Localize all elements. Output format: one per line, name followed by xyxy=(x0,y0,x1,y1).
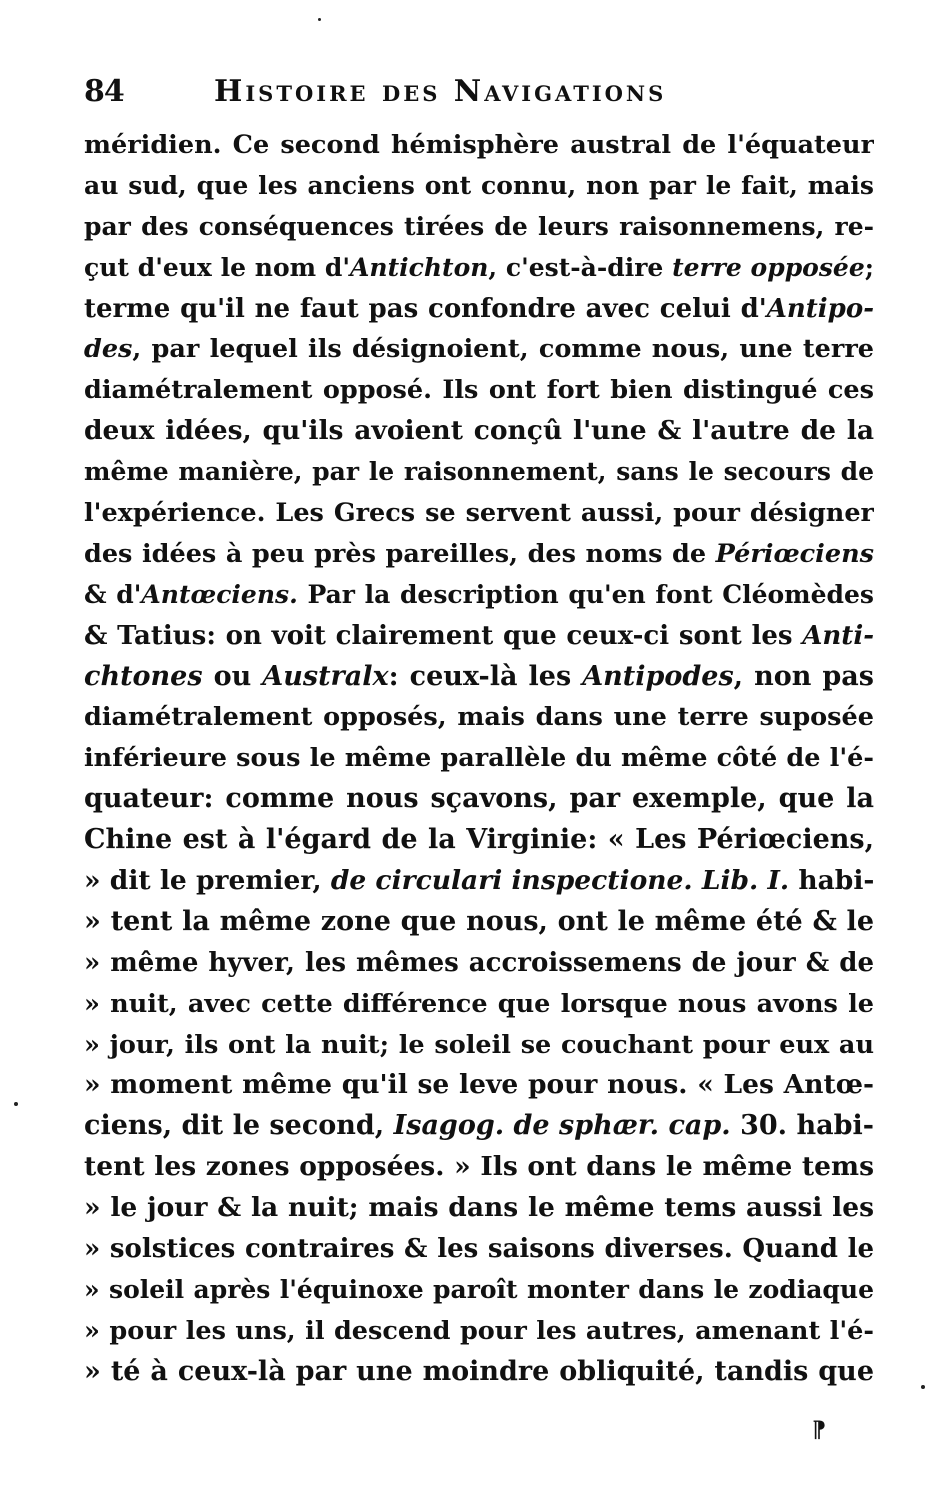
text-line xyxy=(84,1188,874,1229)
text-segment: » dit le premier, xyxy=(84,865,331,897)
text-segment: » moment même qu'il se leve pour nous. « Les Antœ- xyxy=(84,1069,874,1101)
italic-text-segment: Périœciens xyxy=(715,538,874,569)
text-segment: diamétralement opposé. Ils ont fort bien distingué ces xyxy=(84,375,874,406)
italic-text-segment: Isagog. de sphær. cap. xyxy=(393,1110,731,1142)
running-head: Histoire des Navigations xyxy=(214,74,667,109)
text-line xyxy=(84,534,874,575)
text-segment: l'expérience. Les Grecs se servent aussi, pour désigner xyxy=(84,498,874,529)
text-line xyxy=(84,943,874,984)
text-segment: deux idées, qu'ils avoient conçû l'une & l'autre de la xyxy=(84,415,874,447)
text-segment: » jour, ils ont la nuit; le soleil se couchant pour eux au xyxy=(84,1029,874,1060)
text-line xyxy=(84,207,874,248)
text-line xyxy=(84,1311,874,1352)
text-line xyxy=(84,697,874,738)
text-segment: » soleil après l'équinoxe paroît monter dans le zodiaque xyxy=(84,1274,874,1304)
text-segment: , c'est-à-dire xyxy=(488,252,673,282)
text-segment: » même hyver, les mêmes accroissemens de jour & de xyxy=(84,947,874,978)
text-segment: » solstices contraires & les saisons diverses. Quand le xyxy=(84,1234,874,1265)
text-line xyxy=(84,1352,874,1393)
italic-text-segment: terre opposée xyxy=(672,252,865,282)
signature-mark: ⁋ xyxy=(812,1417,826,1443)
text-line xyxy=(84,289,874,330)
italic-text-segment: Antœciens. xyxy=(141,579,298,609)
italic-text-segment: Anti- xyxy=(802,620,874,651)
text-segment: » pour les uns, il descend pour les autres, amenant l'é- xyxy=(84,1315,874,1346)
body-text xyxy=(84,125,874,1393)
text-line xyxy=(84,575,874,616)
text-line xyxy=(84,738,874,779)
text-line xyxy=(84,1270,874,1311)
text-line xyxy=(84,1229,874,1270)
text-line xyxy=(84,1065,874,1106)
text-segment: diamétralement opposés, mais dans une terre suposée xyxy=(84,702,874,733)
text-line xyxy=(84,329,874,370)
text-segment: : ceux-là les xyxy=(388,660,583,692)
text-segment: & d' xyxy=(84,579,142,609)
print-speck xyxy=(318,18,321,21)
text-segment: ; xyxy=(864,252,874,282)
text-segment: des idées à peu près pareilles, des noms de xyxy=(84,538,716,569)
text-line xyxy=(84,452,874,493)
text-segment: » nuit, avec cette différence que lorsque nous avons le xyxy=(84,988,874,1019)
text-segment: » tent la même zone que nous, ont le même été & le xyxy=(84,905,874,937)
text-line xyxy=(84,493,874,534)
italic-text-segment: Antipodes xyxy=(582,660,734,692)
text-segment: » le jour & la nuit; mais dans le même tems aussi les xyxy=(84,1192,874,1224)
text-segment: , non pas xyxy=(733,660,874,692)
text-segment: même manière, par le raisonnement, sans le secours de xyxy=(84,457,874,487)
text-segment: terme qu'il ne faut pas confondre avec celui d' xyxy=(84,293,767,324)
text-segment: , par lequel ils désignoient, comme nous, une terre xyxy=(132,334,874,365)
text-line xyxy=(84,166,874,207)
italic-text-segment: Antichton xyxy=(350,252,489,282)
text-line xyxy=(84,411,874,452)
text-segment: méridien. Ce second hémisphère austral de l'équateur xyxy=(84,130,874,160)
text-segment: inférieure sous le même parallèle du même côté de l'é- xyxy=(84,743,874,774)
page-number: 84 xyxy=(84,74,124,109)
text-segment: ciens, dit le second, xyxy=(84,1110,394,1142)
italic-text-segment: des xyxy=(84,334,133,365)
text-line xyxy=(84,1025,874,1066)
text-line xyxy=(84,820,874,861)
text-line xyxy=(84,1147,874,1188)
text-segment: ou xyxy=(202,660,263,692)
text-segment: Chine est à l'égard de la Virginie: « Les Périœciens, xyxy=(84,824,874,856)
text-line xyxy=(84,616,874,657)
text-segment: & Tatius: on voit clairement que ceux-ci sont les xyxy=(84,620,803,651)
text-line xyxy=(84,125,874,166)
text-segment: par des conséquences tirées de leurs raisonnemens, re- xyxy=(84,211,874,241)
print-speck xyxy=(921,1385,925,1389)
text-line xyxy=(84,984,874,1025)
text-line xyxy=(84,1106,874,1147)
text-segment: quateur: comme nous sçavons, par exemple, que la xyxy=(84,783,874,815)
print-speck xyxy=(14,1102,18,1106)
text-segment: tent les zones opposées. » Ils ont dans le même tems xyxy=(84,1151,874,1183)
text-line xyxy=(84,779,874,820)
italic-text-segment: Australx xyxy=(262,660,389,692)
text-line xyxy=(84,248,874,289)
text-segment: 30. habi- xyxy=(730,1110,874,1142)
italic-text-segment: Antipo- xyxy=(766,293,874,324)
text-line xyxy=(84,902,874,943)
text-line xyxy=(84,657,874,698)
text-line xyxy=(84,370,874,411)
text-segment: çut d'eux le nom d' xyxy=(84,252,350,282)
text-line xyxy=(84,861,874,902)
text-segment: habi- xyxy=(789,865,874,897)
page-header xyxy=(84,68,874,118)
text-segment: » té à ceux-là par une moindre obliquité, tandis que xyxy=(84,1355,874,1387)
italic-text-segment: chtones xyxy=(84,660,203,692)
text-segment: Par la description qu'en font Cléomèdes xyxy=(297,579,874,609)
italic-text-segment: de circulari inspectione. Lib. I. xyxy=(330,865,790,897)
text-segment: au sud, que les anciens ont connu, non par le fait, mais xyxy=(84,170,874,200)
